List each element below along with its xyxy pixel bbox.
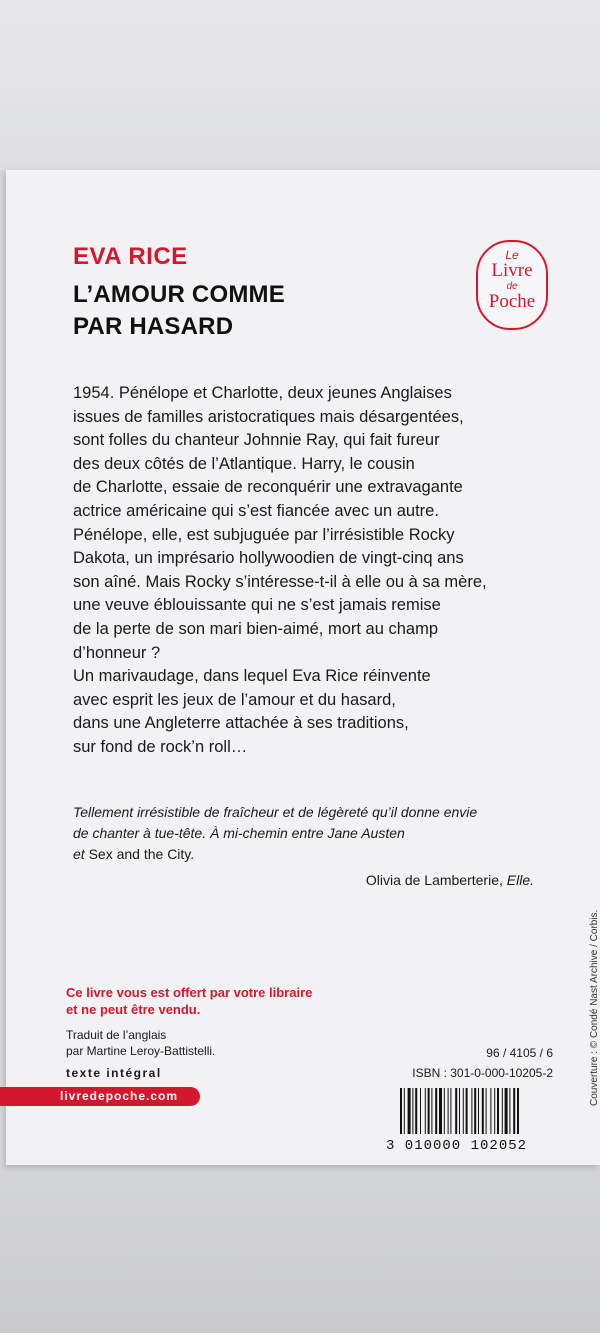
blurb-line: Un marivaudage, dans lequel Eva Rice réinvente (73, 667, 431, 686)
blurb-line: issues de familles aristocratiques mais désargentées, (73, 407, 464, 426)
isbn-label: ISBN : 301-0-000-10205-2 (412, 1066, 553, 1080)
background-top (0, 0, 600, 170)
background-bottom (0, 1165, 600, 1333)
blurb-line: de la perte de son mari bien-aimé, mort au champ (73, 619, 439, 638)
barcode (398, 1088, 558, 1144)
logo-le: Le (505, 248, 519, 262)
blurb-line: d’honneur ? (73, 643, 161, 662)
press-quote (73, 802, 543, 865)
blurb-line: de Charlotte, essaie de reconquérir une extravagante (73, 478, 463, 497)
blurb-line: Dakota, un imprésario hollywoodien de vingt-cinq ans (73, 549, 464, 568)
blurb-line: sont folles du chanteur Johnnie Ray, qui fait fureur (73, 431, 440, 450)
translation-line-1: Traduit de l’anglais (66, 1028, 167, 1042)
blurb-line: Pénélope, elle, est subjuguée par l’irrésistible Rocky (73, 525, 455, 544)
author-name: EVA RICE (73, 243, 188, 270)
website-label: livredepoche.com (60, 1089, 179, 1103)
translation-credit (66, 1027, 215, 1059)
barcode-bars (398, 1088, 558, 1136)
quote-line-2: de chanter à tue-tête. À mi-chemin entre Jane Austen (73, 825, 405, 841)
book-blurb (73, 382, 543, 760)
code-reference: 96 / 4105 / 6 (486, 1046, 553, 1060)
blurb-line: une veuve éblouissante qui ne s’est jamais remise (73, 596, 441, 615)
book-title-line-2: PAR HASARD (73, 313, 234, 340)
quote-attribution (366, 872, 534, 888)
blurb-line: actrice américaine qui s’est fiancée avec un autre. (73, 501, 439, 520)
website-banner (0, 1087, 200, 1106)
cover-credit: Couverture : © Condé Nast Archive / Corbis. (589, 909, 600, 1106)
logo-de: de (506, 281, 518, 292)
livre-de-poche-logo (476, 240, 548, 330)
book-back-cover (6, 170, 600, 1165)
book-title-line-1: L’AMOUR COMME (73, 281, 285, 308)
attribution-name: Olivia de Lamberterie, (365, 872, 507, 888)
attribution-source: Elle. (506, 872, 534, 888)
blurb-line: des deux côtés de l’Atlantique. Harry, le cousin (73, 454, 415, 473)
quote-line-3-et: et (73, 846, 85, 862)
blurb-line: sur fond de rock’n roll… (73, 737, 248, 756)
translation-line-2: par Martine Leroy-Battistelli. (66, 1044, 216, 1058)
barcode-digits: 3 010000 102052 (386, 1138, 528, 1154)
blurb-line: dans une Angleterre attachée à ses traditions, (73, 714, 409, 733)
logo-livre: Livre (491, 260, 533, 281)
offer-line-1: Ce livre vous est offert par votre libraire (66, 985, 313, 1000)
blurb-line: avec esprit les jeux de l’amour et du hasard, (73, 690, 396, 709)
blurb-line: son aîné. Mais Rocky s’intéresse-t-il à elle ou à sa mère, (73, 572, 487, 591)
quote-line-1: Tellement irrésistible de fraîcheur et de légèreté qu’il donne envie (73, 804, 478, 820)
quote-line-3-title: Sex and the City. (84, 846, 195, 862)
integral-text-label: texte intégral (66, 1066, 162, 1080)
offer-line-2: et ne peut être vendu. (66, 1002, 201, 1017)
quote-line-3 (73, 844, 543, 865)
blurb-line: 1954. Pénélope et Charlotte, deux jeunes Anglaises (73, 384, 452, 402)
not-for-sale-notice (66, 984, 312, 1018)
logo-poche: Poche (488, 291, 536, 312)
